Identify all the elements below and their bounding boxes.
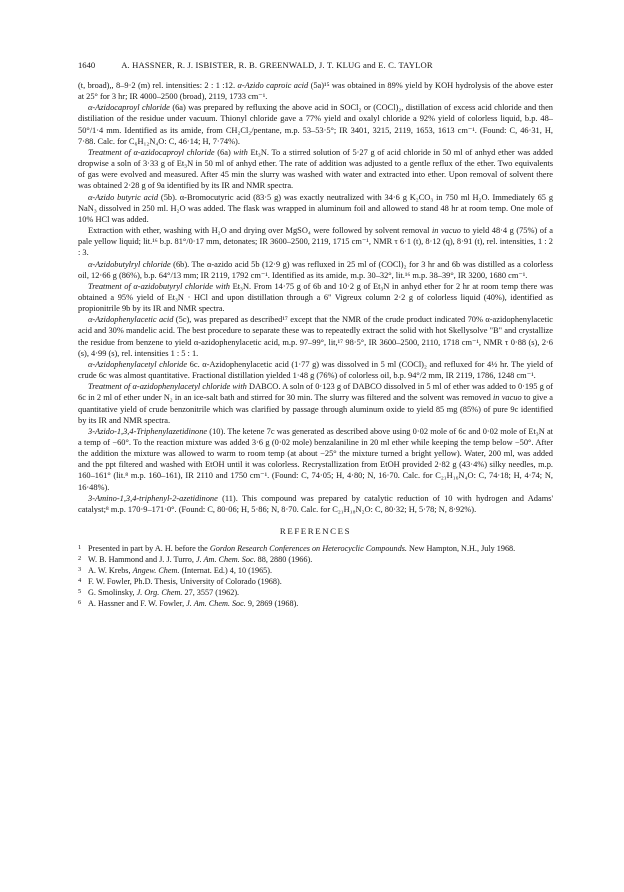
text-run: (5a)¹⁵ was obtained in 89% yield by KOH hydrolysis of the above ester at 25° for 3 hr; IR 4000–2500 (broad), 2119, 1733 cm⁻¹.: [78, 81, 554, 102]
body-paragraph: [78, 359, 553, 381]
reference-item: [78, 587, 553, 598]
italic-text: α-Azidophenylacetyl chloride: [88, 359, 188, 369]
italic-text: J. Am. Chem. Soc.: [186, 599, 246, 609]
italic-text: 3-Amino-1,3,4-triphenyl-2-azetidinone: [88, 493, 218, 503]
italic-text: Angew. Chem.: [132, 566, 180, 576]
text-run: W. B. Hammond and J. J. Turro,: [88, 555, 196, 565]
body-paragraph: [78, 102, 553, 147]
text-run: Presented in part by A. H. before the: [88, 544, 210, 554]
italic-text: J. Am. Chem. Soc.: [195, 555, 256, 565]
reference-number: 3: [78, 566, 82, 574]
reference-text: [88, 565, 553, 576]
reference-text: [88, 554, 553, 565]
text-run: to yield 48·4 g (75%) of a pale yellow liquid; lit.¹⁶ b.p. 81°/0·17 mm, detonates; IR 3600–2500, 2119, 1715 cm⁻¹, NMR τ 6·1 (t), 8·12 (q), 8·91 (t), rel. intensities, 1 : 2 : 3.: [78, 226, 553, 258]
body-paragraph: [78, 426, 553, 493]
reference-number: 1: [78, 544, 82, 552]
text-run: Et₃N. To a stirred solution of 5·27 g of acid chloride in 50 ml of anhyd ether was added dropwise a soln of 3·33 g of Et₃N in 50 ml of anhyd ether. The rate of addition was adjusted to a gentle reflux of the ether. Two equivalents of gas were evolved and measured. After 45 min the slurry was washed with water and extracted into ether. Upon removal of solvent there was obtained 2·28 g of 9a identified by its IR and NMR spectra.: [78, 147, 553, 191]
text-run: to give a quantitative yield of crude benzonitrile which was clarified by passage through aluminum oxide to yield 85 mg (85%) of pure 9c identified by its IR and NMR spectra.: [78, 393, 554, 425]
italic-text: Treatment of α-azidobutyryl chloride with: [88, 281, 230, 291]
body-paragraph: [78, 281, 553, 314]
body-paragraph: [78, 225, 553, 258]
reference-text: [88, 587, 553, 598]
page-header: [78, 60, 553, 70]
italic-text: in vacuo: [431, 226, 461, 236]
italic-text: α-Azido butyric acid: [88, 192, 159, 202]
italic-text: with: [233, 147, 248, 157]
body-paragraph: [78, 259, 553, 281]
text-run: 27, 3557 (1962).: [182, 588, 240, 598]
italic-text: in vacuo: [492, 393, 522, 403]
reference-text: [88, 576, 553, 587]
text-run: (6a): [214, 147, 234, 157]
italic-text: α-Azidophenylacetic acid: [88, 315, 174, 325]
text-run: DABCO. A soln of 0·123 g of DABCO dissolved in 5 ml of ether was added to 0·195 g of 6c in 2 ml of ether under N₂ in an ice-salt bath and stirred for 30 min. The slurry was filtered and the solvent was removed: [78, 382, 553, 403]
italic-text: α-Azidocaproyl chloride: [88, 103, 170, 113]
reference-number: 4: [78, 577, 82, 585]
text-run: (5c), was prepared as described¹⁷ except that the NMR of the crude product indicated 70% α-azidophenylacetic acid and 30% mandelic acid. The best procedure to separate these was to repeatedly extract the solid with hot Skellysolve "B" and crystallize the residue from benzene to yield α-azidophenylacetic acid, m.p. 97–99°, lit,¹⁷ 98·5°, IR 3600–2500, 2110, 1718 cm⁻¹, NMR τ 0·88 (s), 2·6 (s), 4·99 (s), rel. intensities 1 : 5 : 1.: [78, 315, 553, 358]
text-run: Extraction with ether, washing with H₂O and drying over MgSO₄ were followed by solvent removal: [88, 226, 432, 236]
journal-page: [78, 60, 553, 609]
italic-text: 3-Azido-1,3,4-Triphenylazetidinone: [88, 426, 208, 436]
body-paragraph: [78, 314, 553, 359]
text-run: (11). This compound was prepared by catalytic reduction of 10 with hydrogen and Adams' catalyst;⁸ m.p. 170·9–171·0°. (Found: C, 80·06; H, 5·86; N, 8·70. Calc. for C₂₁H₁₈N₂O: C, 80·32; H, 5·78; N, 8·92%).: [78, 493, 553, 514]
reference-number: 5: [78, 588, 82, 596]
reference-item: [78, 554, 553, 565]
body-paragraph: [78, 493, 553, 515]
reference-text: [88, 543, 553, 554]
references-heading: REFERENCES: [279, 526, 352, 537]
italic-text: Gordon Research Conferences on Heterocyclic Compounds.: [209, 544, 407, 554]
text-run: A. W. Krebs,: [88, 566, 133, 576]
body-paragraph: [78, 80, 553, 102]
running-head: A. HASSNER, R. J. ISBISTER, R. B. GREENWALD, J. T. KLUG and E. C. TAYLOR: [121, 60, 433, 70]
reference-number: 2: [78, 555, 82, 563]
text-run: (Internat. Ed.) 4, 10 (1965).: [179, 566, 273, 576]
reference-item: [78, 543, 553, 554]
reference-number: 6: [78, 599, 82, 607]
reference-list: [78, 543, 553, 609]
experimental-section: [78, 80, 553, 515]
reference-text: [88, 598, 553, 609]
text-run: New Hampton, N.H., July 1968.: [406, 544, 516, 554]
italic-text: α-Azidobutylryl chloride: [88, 259, 171, 269]
italic-text: J. Org. Chem.: [136, 588, 183, 598]
reference-item: [78, 565, 553, 576]
text-run: 9, 2869 (1968).: [245, 599, 299, 609]
body-paragraph: [78, 192, 553, 225]
body-paragraph: [78, 147, 553, 192]
body-paragraph: [78, 381, 553, 426]
text-run: (6a) was prepared by refluxing the above acid in SOCl₂ or (COCl)₂, distillation of excess acid chloride and then distiliation of the residue under vacuum. Thionyl chloride gave a 77% yield and oxalyl chloride a 92% yield of colorless liquid, b.p. 48–50°/1·4 mm. Identified as its amide, from CH₂Cl₂/pentane, m.p. 53–53·5°; IR 3401, 3215, 2119, 1653, 1613 cm⁻¹. (Found: C, 46·31, H, 7·88. Calc. for C₆H₁₂N₄O: C, 46·14; H, 7·74%).: [78, 103, 553, 146]
text-run: (6b). The α-azido acid 5b (12·9 g) was refluxed in 25 ml of (COCl)₂ for 3 hr and 6b was distilled as a colorless oil, 12·66 g (86%), b.p. 64°/13 mm; IR 2119, 1792 cm⁻¹. Identified as its amide, m.p. 30–32°, lit.¹⁶ m.p. 38–39°, IR 3200, 1680 cm⁻¹.: [78, 259, 553, 280]
text-run: A. Hassner and F. W. Fowler,: [88, 599, 187, 609]
text-run: 6c. α-Azidophenylacetic acid (1·77 g) was dissolved in 5 ml (COCl)₂ and refluxed for 4½ hr. The yield of crude 6c was almost quantitative. Fractional distillation yielded 1·48 g (76%) of colorless oil, b.p. 94°/2 mm, IR 2119, 1786, 1248 cm⁻¹.: [78, 359, 554, 381]
page-number: 1640: [78, 60, 96, 70]
italic-text: α-Azido caproic acid: [237, 81, 309, 90]
reference-item: [78, 576, 553, 587]
text-run: (5b). α-Bromocutyric acid (83·5 g) was exactly neutralized with 34·6 g K₂CO₃ in 750 ml H₂O. Immediately 65 g NaN₃ dissolved in 250 ml. H₂O was added. The flask was wrapped in aluminum foil and allowed to stand 48 hr at room temp. One mole of 10% HCl was added.: [78, 192, 554, 224]
text-run: (10). The ketene 7c was generated as described above using 0·02 mole of 6c and 0·02 mole of Et₃N at a temp of −60°. To the reaction mixture was added 3·6 g (0·02 mole) benzalaniline in 20 ml ether while keeping the temp below −50°. After the addition the mixture was allowed to warm to room temp (at about −25° the mixture turned a bright yellow). Water, 200 ml, was added and the ppt filtered and washed with EtOH until it was colorless. Recrystallization from EtOH provided 2·82 g (43·4%) silky needles, m.p. 160–161° (lit.⁸ m.p. 160–161), IR 2110 and 1750 cm⁻¹. (Found: C, 74·05; H, 4·80; N, 16·70. Calc. for C₂₁H₁₆N₄O: C, 74·18; H, 4·74; N, 16·48%).: [78, 426, 553, 492]
text-run: F. W. Fowler, Ph.D. Thesis, University of Colorado (1968).: [88, 577, 282, 587]
italic-text: Treatment of α-azidocaproyl chloride: [88, 147, 215, 157]
text-run: 88, 2880 (1966).: [255, 555, 313, 565]
text-run: (t, broad),, 8–9·2 (m) rel. intensities: 2 : 1 :12.: [78, 81, 238, 90]
text-run: G. Smolinsky,: [88, 588, 137, 598]
italic-text: Treatment of α-azidophenylacetyl chloride with: [88, 382, 247, 392]
text-run: Et₃N. From 14·75 g of 6b and 10·2 g of Et₃N in anhyd ether for 2 hr at room temp there was obtained a 95% yield of Et₃N · HCl and upon distillation through a 6" Vigreux column 2·2 g of colorless liquid (40%), identified as propionitrile 9b by its IR and NMR spectra.: [78, 281, 553, 314]
reference-item: [78, 598, 553, 609]
